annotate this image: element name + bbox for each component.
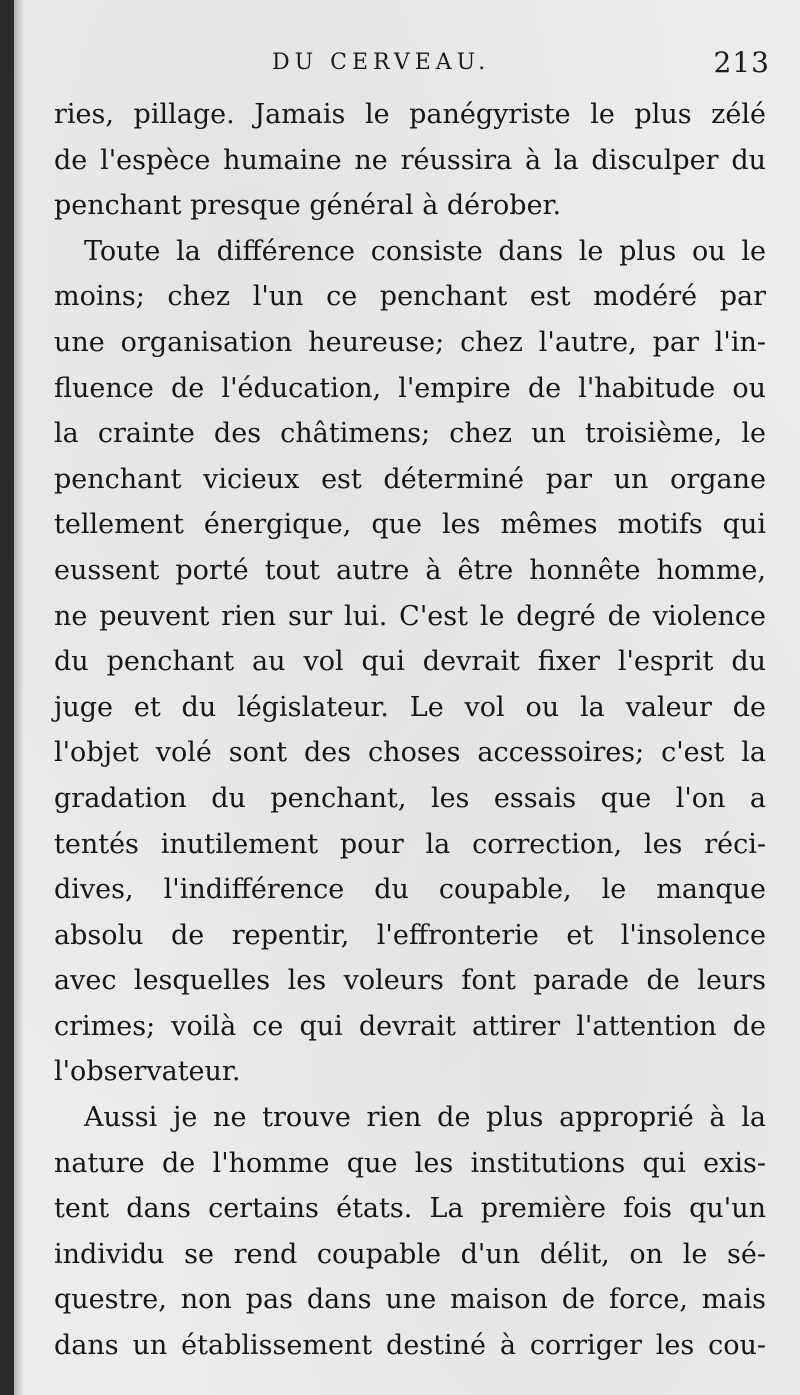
text-line: ne peuvent rien sur lui. C'est le degré de violence <box>54 600 766 632</box>
text-line: juge et du législateur. Le vol ou la valeur de <box>54 691 766 723</box>
text-line: fluence de l'éducation, l'empire de l'habitude ou <box>54 372 766 404</box>
text-line: dives, l'indifférence du coupable, le manque <box>54 874 766 906</box>
page-header <box>14 46 800 82</box>
text-line: du penchant au vol qui devrait fixer l'esprit du <box>54 646 766 678</box>
text-line: une organisation heureuse; chez l'autre, par l'in- <box>54 326 766 358</box>
book-page <box>14 0 800 1395</box>
text-line: penchant presque général à dérober. <box>54 190 562 222</box>
text-line: Toute la différence consiste dans le plus ou le <box>84 235 766 267</box>
text-line: nature de l'homme que les institutions qui exis- <box>54 1147 766 1179</box>
text-line: avec lesquelles les voleurs font parade de leurs <box>54 965 766 997</box>
text-line: questre, non pas dans une maison de force, mais <box>54 1284 766 1316</box>
text-line: dans un établissement destiné à corriger les cou- <box>54 1330 766 1362</box>
text-line: l'observateur. <box>54 1056 241 1088</box>
text-line: tent dans certains états. La première fois qu'un <box>54 1193 766 1225</box>
text-line: crimes; voilà ce qui devrait attirer l'attention de <box>54 1010 766 1042</box>
text-line: moins; chez l'un ce penchant est modéré par <box>54 281 766 313</box>
text-line: Aussi je ne trouve rien de plus approprié à la <box>84 1102 766 1134</box>
text-line: tellement énergique, que les mêmes motifs qui <box>54 509 766 541</box>
paragraph <box>54 1095 766 1369</box>
text-line: tentés inutilement pour la correction, les réci- <box>54 828 766 860</box>
paragraph <box>54 92 766 229</box>
text-line: de l'espèce humaine ne réussira à la disculper du <box>54 144 766 176</box>
text-line: penchant vicieux est déterminé par un organe <box>54 463 766 495</box>
page-number: 213 <box>713 46 770 79</box>
text-line: individu se rend coupable d'un délit, on le sé- <box>54 1238 766 1270</box>
text-line: absolu de repentir, l'effronterie et l'insolence <box>54 919 766 951</box>
text-line: ries, pillage. Jamais le panégyriste le plus zélé <box>54 99 766 130</box>
text-line: l'objet volé sont des choses accessoires; c'est la <box>54 737 766 769</box>
text-line: gradation du penchant, les essais que l'on a <box>54 782 766 814</box>
running-head: DU CERVEAU. <box>272 50 491 75</box>
text-line: la crainte des châtimens; chez un troisième, le <box>54 418 766 450</box>
text-line: eussent porté tout autre à être honnête homme, <box>54 554 766 586</box>
body-text <box>54 92 766 1369</box>
paragraph <box>54 229 766 1095</box>
page-gutter-shadow <box>14 0 24 1395</box>
